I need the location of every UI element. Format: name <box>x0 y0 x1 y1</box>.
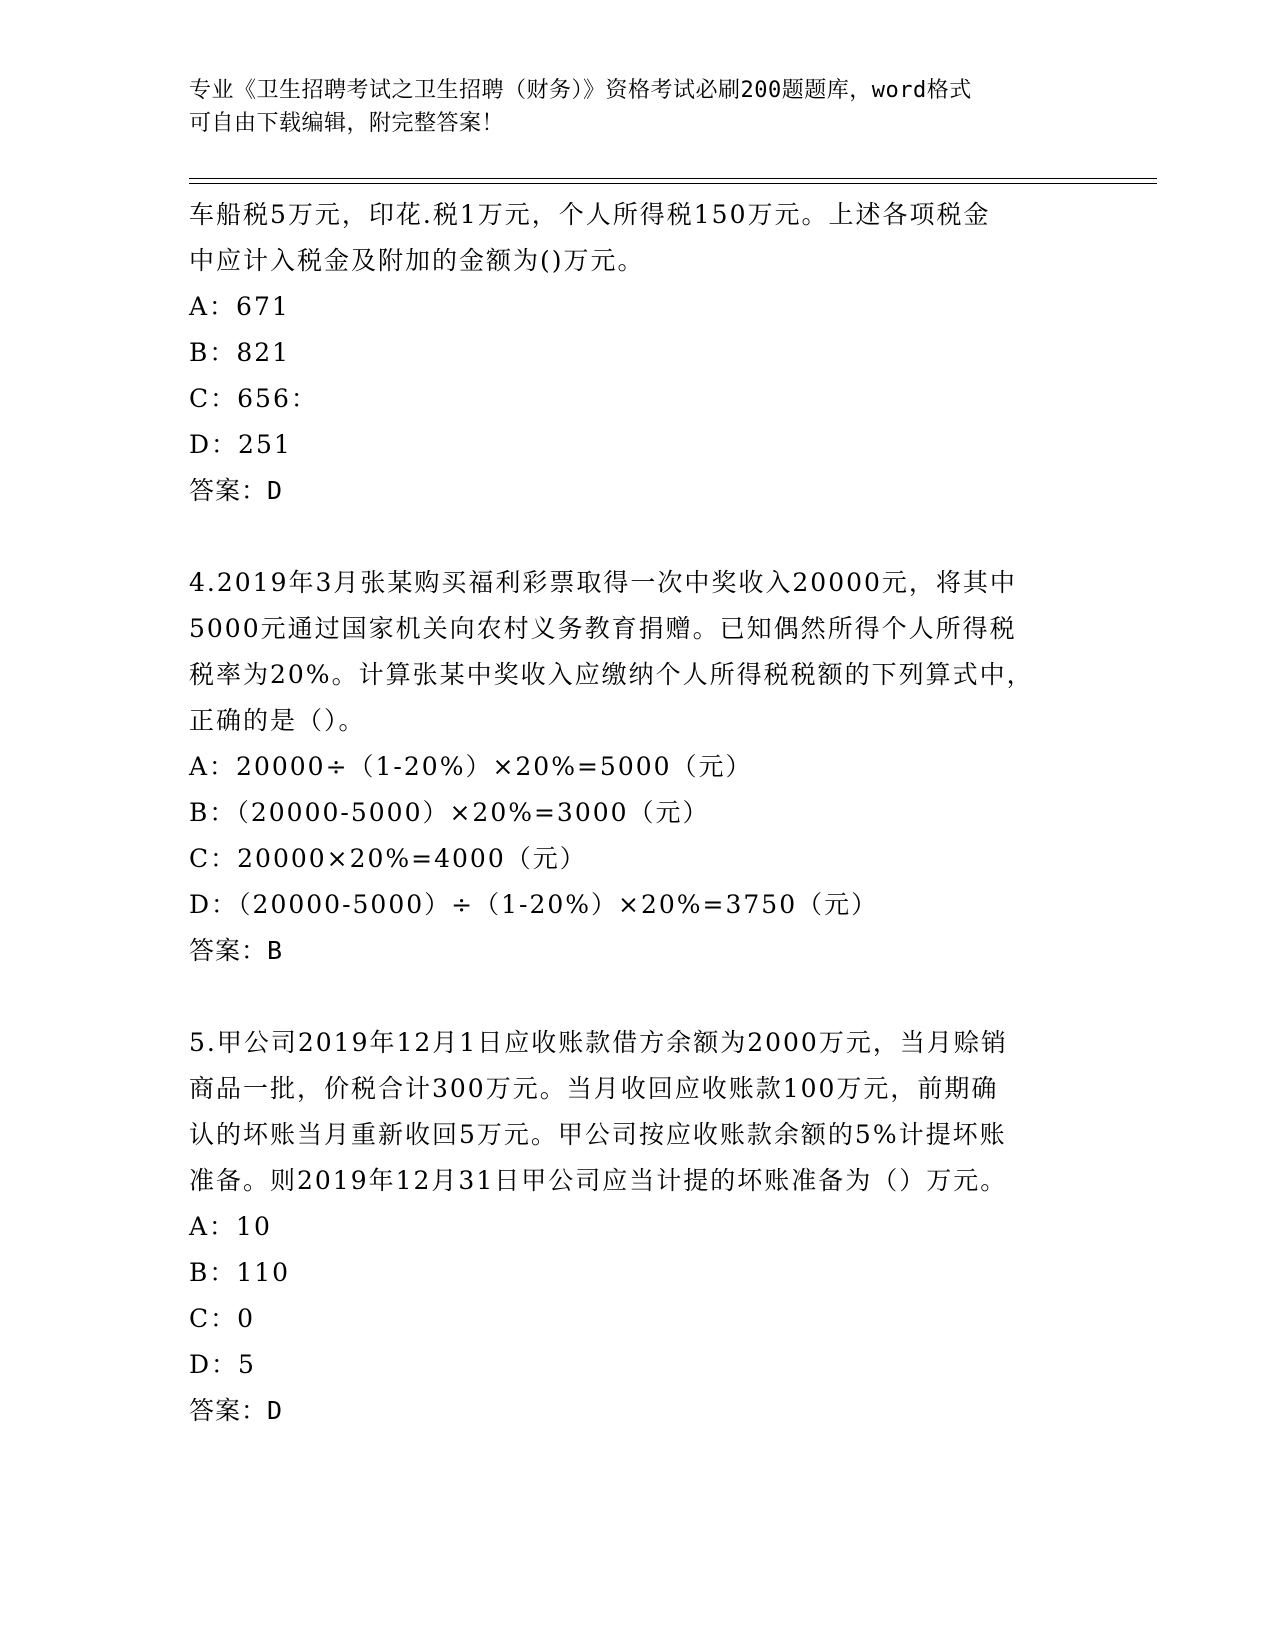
option-d: D：251 <box>189 430 292 459</box>
question-stem-line: 税率为20%。计算张某中奖收入应缴纳个人所得税税额的下列算式中， <box>189 660 1034 689</box>
option-b: B：（20000-5000）×20%=3000（元） <box>189 798 710 827</box>
answer-line: 答案：B <box>189 936 284 965</box>
option-d: D：（20000-5000）÷（1-20%）×20%=3750（元） <box>189 890 879 919</box>
question-3 <box>189 192 1099 514</box>
option-d: D：5 <box>189 1350 256 1379</box>
answer-line: 答案：D <box>189 476 284 505</box>
question-4 <box>189 560 1099 974</box>
question-5 <box>189 1020 1099 1434</box>
question-stem-line: 5.甲公司2019年12月1日应收账款借方余额为2000万元，当月赊销 <box>189 1028 1008 1057</box>
question-stem-line: 准备。则2019年12月31日甲公司应当计提的坏账准备为（）万元。 <box>189 1166 1008 1195</box>
question-spacer <box>189 974 1099 1020</box>
option-b: B：110 <box>189 1258 291 1287</box>
option-c: C：0 <box>189 1304 256 1333</box>
header-rule-top <box>189 178 1157 179</box>
question-stem-line: 认的坏账当月重新收回5万元。甲公司按应收账款余额的5%计提坏账 <box>189 1120 1007 1149</box>
option-b: B：821 <box>189 338 291 367</box>
question-stem-line: 商品一批，价税合计300万元。当月收回应收账款100万元，前期确 <box>189 1074 999 1103</box>
question-stem-line: 车船税5万元，印花.税1万元，个人所得税150万元。上述各项税金 <box>189 200 991 229</box>
document-header <box>189 74 1089 140</box>
question-stem-line: 正确的是（）。 <box>189 706 366 735</box>
document-body <box>189 192 1099 1434</box>
question-spacer <box>189 514 1099 560</box>
option-c: C：656： <box>189 384 318 413</box>
header-line-1: 专业《卫生招聘考试之卫生招聘（财务）》资格考试必刷200题题库，word格式 <box>189 78 972 103</box>
option-a: A：671 <box>189 292 290 321</box>
option-a: A：10 <box>189 1212 272 1241</box>
question-stem-line: 4.2019年3月张某购买福利彩票取得一次中奖收入20000元，将其中 <box>189 568 1017 597</box>
answer-line: 答案：D <box>189 1396 284 1425</box>
header-line-2: 可自由下载编辑，附完整答案！ <box>189 111 505 136</box>
question-stem-line: 5000元通过国家机关向农村义务教育捐赠。已知偶然所得个人所得税 <box>189 614 1017 643</box>
option-a: A：20000÷（1-20%）×20%=5000（元） <box>189 752 753 781</box>
question-stem-line: 中应计入税金及附加的金额为()万元。 <box>189 246 645 275</box>
header-rule-bottom <box>189 183 1157 184</box>
option-c: C：20000×20%=4000（元） <box>189 844 587 873</box>
